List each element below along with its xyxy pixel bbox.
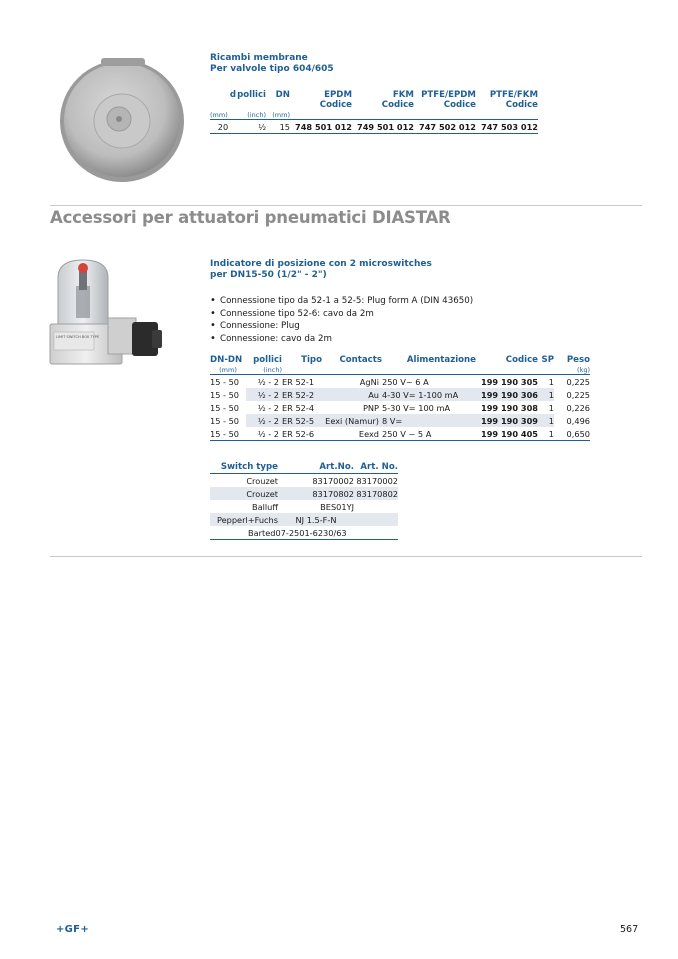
indicator-cell: 0,225: [566, 389, 590, 400]
section-divider: [50, 556, 642, 557]
indicator-cell: AgNi: [359, 376, 379, 387]
position-indicator-photo: [46, 256, 164, 368]
indicator-table: [210, 354, 590, 441]
switch-header-artno2: Art. No.: [360, 462, 398, 472]
membrane-header-d: d: [229, 90, 236, 100]
indicator-title-line1: Indicatore di posizione con 2 microswitches: [210, 259, 432, 269]
switch-cell: Crouzet: [246, 475, 278, 486]
switch-cell: 07-2501-6230/63: [275, 527, 347, 538]
table-row: [210, 500, 398, 513]
switch-cell: BES01YJ: [320, 501, 354, 512]
membrane-header-pollici: pollici: [237, 90, 266, 100]
indicator-cell: 15 - 50: [210, 428, 239, 439]
membrane-photo: [56, 55, 190, 185]
switch-cell: Barted: [248, 527, 276, 538]
indicator-cell: ½ - 2: [246, 414, 282, 427]
list-item: • Connessione tipo 52-6: cavo da 2m: [210, 308, 473, 321]
connection-bullet-list: [210, 295, 473, 345]
membrane-header-ptfe-epdm: PTFE/EPDM: [421, 90, 476, 100]
indicator-title-line2: per DN15-50 (1/2" - 2"): [210, 270, 327, 280]
indicator-cell: 15 - 50: [210, 402, 239, 413]
membrane-code-cell: 749 501 012: [357, 121, 414, 132]
indicator-code-cell: 199 190 305: [481, 376, 538, 387]
indicator-header-peso: Peso: [566, 354, 590, 365]
membrane-unit: (mm): [210, 110, 228, 119]
table-row: [210, 375, 590, 389]
membrane-header-dn: DN: [275, 90, 290, 100]
indicator-cell: PNP: [363, 402, 379, 413]
membrane-header-epdm: EPDM: [324, 90, 352, 100]
indicator-code-cell: 199 190 308: [481, 402, 538, 413]
indicator-code-cell: 199 190 309: [476, 414, 538, 427]
indicator-cell: 0,225: [566, 376, 590, 387]
indicator-cell: 1: [548, 402, 554, 413]
indicator-cell: ½ - 2: [257, 428, 279, 439]
membrane-cell: 20: [217, 121, 229, 132]
switch-header-type: Switch type: [220, 462, 278, 472]
indicator-header-alimentazione: Alimentazione: [406, 354, 476, 365]
indicator-header-tipo: Tipo: [301, 354, 322, 365]
indicator-cell: 250 V ~ 5 A: [382, 428, 432, 439]
indicator-cell: 1: [538, 388, 554, 401]
switch-cell-barted: [210, 526, 398, 540]
indicator-unit: (inch): [263, 365, 282, 374]
indicator-unit: (kg): [577, 365, 590, 374]
membrane-header-codice: Codice: [319, 100, 352, 110]
indicator-cell: ½ - 2: [246, 388, 282, 401]
switch-cell: NJ 1.5-F-N: [278, 513, 354, 526]
membrane-cell: ½: [258, 121, 266, 132]
indicator-code-cell: 199 190 405: [481, 428, 538, 439]
indicator-cell: 250 V~ 6 A: [382, 376, 429, 387]
membrane-header-fkm: FKM: [392, 90, 414, 100]
membrane-code-cell: 748 501 012: [295, 121, 352, 132]
switch-cell: Pepperl+Fuchs: [210, 513, 278, 526]
membrane-code-cell: 747 502 012: [419, 121, 476, 132]
indicator-cell: 0,496: [566, 415, 590, 426]
page-number: 567: [620, 924, 639, 935]
indicator-cell: 0,650: [566, 428, 590, 439]
table-row: [210, 388, 590, 401]
switch-header-artno: Art.No.: [319, 462, 354, 472]
section-divider: [50, 205, 642, 206]
switch-cell: Crouzet: [210, 487, 278, 500]
indicator-header-sp: SP: [541, 354, 554, 365]
switch-cell: [354, 513, 398, 526]
indicator-cell: 8 V=: [382, 414, 476, 427]
indicator-unit: (mm): [219, 365, 237, 374]
indicator-cell: 1: [548, 428, 554, 439]
switch-cell: [354, 500, 398, 513]
table-row: [210, 526, 398, 540]
indicator-cell: Au: [322, 388, 382, 401]
membrane-title-line2: Per valvole tipo 604/605: [210, 64, 334, 74]
table-row: [210, 401, 590, 414]
list-item: • Connessione: cavo da 2m: [210, 333, 473, 346]
table-row: [210, 487, 398, 500]
indicator-cell: ER 52-1: [282, 376, 315, 387]
membrane-header-codice: Codice: [381, 100, 414, 110]
membrane-unit: (inch): [247, 110, 266, 119]
switch-cell: 83170802: [354, 487, 398, 500]
switch-cell: Balluff: [251, 501, 278, 512]
indicator-code-cell: 199 190 306: [476, 388, 538, 401]
indicator-cell: Eexd: [358, 428, 379, 439]
membrane-cell: 15: [279, 121, 290, 132]
table-row: [210, 513, 398, 526]
switch-cell: 83170802: [278, 487, 354, 500]
switch-type-table: [210, 461, 398, 540]
indicator-cell: ER 52-2: [282, 388, 322, 401]
indicator-cell: ER 52-6: [282, 428, 315, 439]
indicator-header-codice: Codice: [505, 354, 538, 365]
table-row: [210, 414, 590, 427]
indicator-cell: 1: [538, 414, 554, 427]
indicator-cell: Eexi (Namur): [322, 414, 382, 427]
switch-cell: 83170002: [356, 475, 398, 486]
membrane-unit: (mm): [272, 110, 290, 119]
switch-cell: 83170002: [312, 475, 354, 486]
membrane-header-codice: Codice: [443, 100, 476, 110]
indicator-header-dn: DN-DN: [210, 354, 243, 365]
indicator-cell: 1: [548, 376, 554, 387]
table-row: [210, 427, 590, 441]
indicator-header-contacts: Contacts: [339, 354, 382, 365]
list-item: • Connessione tipo da 52-1 a 52-5: Plug form A (DIN 43650): [210, 295, 473, 308]
indicator-cell: ER 52-4: [282, 402, 315, 413]
list-item: • Connessione: Plug: [210, 320, 473, 333]
membrane-title-line1: Ricambi membrane: [210, 53, 308, 63]
table-row: [210, 474, 398, 488]
indicator-cell: 0,226: [566, 402, 590, 413]
gf-logo: +GF+: [56, 924, 89, 935]
indicator-cell: ½ - 2: [257, 376, 279, 387]
indicator-cell: ½ - 2: [257, 402, 279, 413]
membrane-header-ptfe-fkm: PTFE/FKM: [489, 90, 538, 100]
section-title: Accessori per attuatori pneumatici DIASTAR: [50, 208, 451, 227]
indicator-cell: ER 52-5: [282, 414, 322, 427]
indicator-cell: 5-30 V= 100 mA: [382, 402, 451, 413]
indicator-cell: 15 - 50: [210, 415, 239, 426]
indicator-title: [210, 259, 432, 281]
indicator-cell: 4-30 V= 1-100 mA: [382, 388, 476, 401]
indicator-cell: 15 - 50: [210, 376, 239, 387]
photo-label: LIMIT SWITCH BOX TYPE: [56, 335, 100, 339]
table-row: [210, 120, 538, 134]
membrane-title: [210, 53, 334, 75]
membrane-header-codice: Codice: [505, 100, 538, 110]
membrane-table: [210, 90, 538, 134]
indicator-cell: 15 - 50: [210, 389, 239, 400]
membrane-code-cell: 747 503 012: [481, 121, 538, 132]
indicator-header-pollici: pollici: [253, 354, 282, 365]
